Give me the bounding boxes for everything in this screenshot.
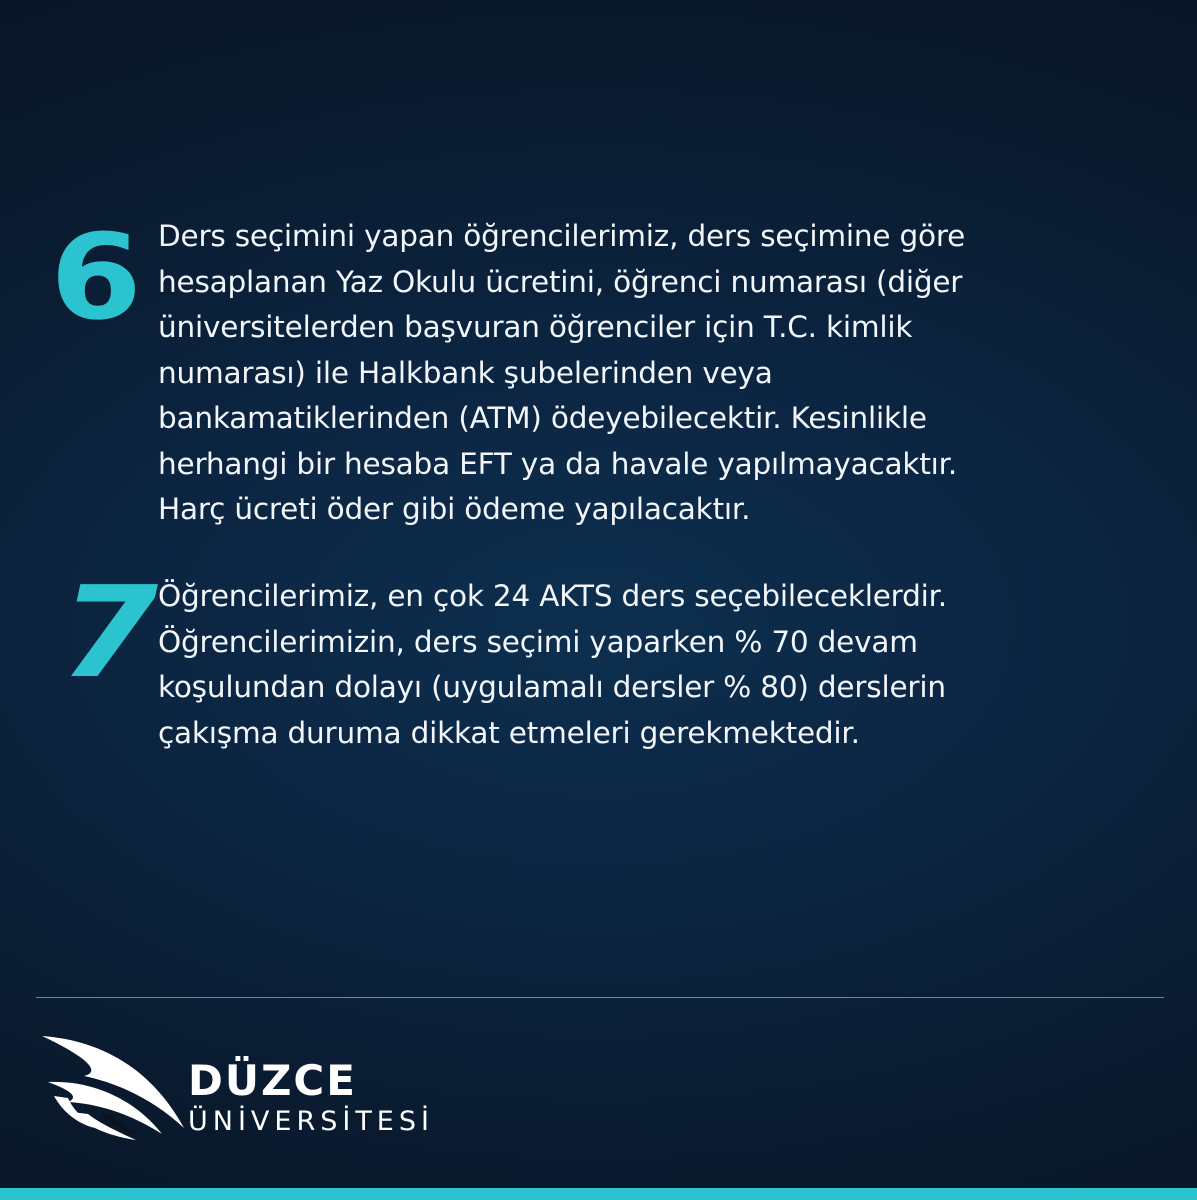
logo-name: DÜZCE [188, 1056, 357, 1105]
footer-divider [36, 997, 1164, 998]
item-number: 6 [50, 208, 142, 346]
bottom-accent-bar [0, 1188, 1197, 1200]
wing-logo-icon [38, 1030, 188, 1142]
item-text: Öğrencilerimiz, en çok 24 AKTS ders seçebileceklerdir. Öğrencilerimizin, ders seçimi yaparken % 70 devam koşulundan dolayı (uygulamalı dersler % 80) derslerin çakışma duruma dikkat etmeleri gerekmektedir. [158, 579, 947, 750]
logo-subtitle: ÜNİVERSİTESİ [188, 1106, 434, 1137]
item-number: 7 [60, 559, 159, 706]
item-text: Ders seçimini yapan öğrencilerimiz, ders seçimine göre hesaplanan Yaz Okulu ücretini, öğrenci numarası (diğer üniversitelerden başvuran öğrenciler için T.C. kimlik numarası) ile Halkbank şubelerinden veya bankamatiklerinden (ATM) ödeyebilecektir. Kesinlikle herhangi bir hesaba EFT ya da havale yapılmayacaktır. Harç ücreti öder gibi ödeme yapılacaktır. [158, 219, 966, 526]
university-logo [38, 1030, 458, 1142]
